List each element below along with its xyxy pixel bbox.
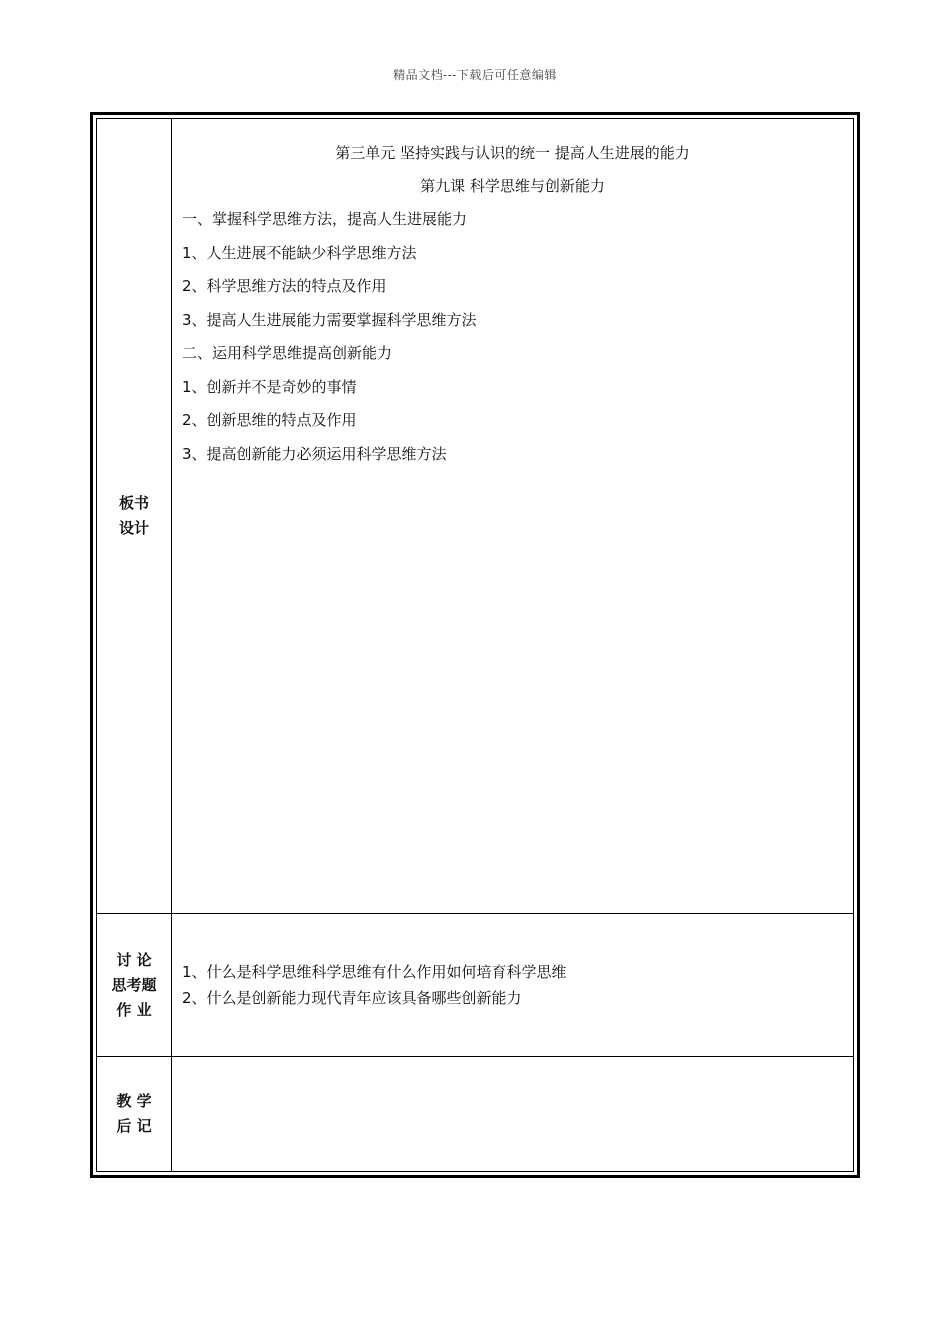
reflection-label-line-2: 后 记 [116,1117,152,1135]
unit-title: 第三单元 坚持实践与认识的统一 提高人生进展的能力 [335,144,690,162]
discussion-question: 1、什么是科学思维科学思维有什么作用如何培育科学思维 [182,963,567,981]
reflection-content [172,1057,853,1171]
page-header-watermark: 精品文档---下载后可任意编辑 [393,68,557,82]
outline-item: 二、运用科学思维提高创新能力 [182,344,393,362]
outline-item: 3、提高人生进展能力需要掌握科学思维方法 [182,310,477,329]
discussion-content [172,914,853,1057]
reflection-label-cell [97,1057,172,1171]
discussion-label [111,948,156,1023]
outline-item: 2、创新思维的特点及作用 [182,411,357,429]
reflection-label [116,1089,151,1139]
lesson-title: 第九课 科学思维与创新能力 [420,177,605,195]
discussion-label-line-2: 思考题 [111,975,157,994]
discussion-label-cell [97,914,172,1057]
discussion-label-line-3: 作 业 [116,1000,152,1019]
outline-item: 2、科学思维方法的特点及作用 [182,277,387,295]
lesson-plan-table-frame [90,112,860,1178]
discussion-question: 2、什么是创新能力现代青年应该具备哪些创新能力 [182,989,522,1007]
outline-item: 1、创新并不是奇妙的事情 [182,377,357,396]
board-design-label-cell [97,119,172,914]
outline-item: 一、掌握科学思维方法，提高人生进展能力 [182,210,468,228]
outline-item: 3、提高创新能力必须运用科学思维方法 [182,444,447,463]
board-design-content [172,119,853,914]
discussion-label-line-1: 讨 论 [116,950,152,969]
outline-item: 1、人生进展不能缺少科学思维方法 [182,243,417,262]
lesson-plan-table [96,118,854,1172]
reflection-label-line-1: 教 学 [116,1092,152,1110]
board-design-label-line-2: 设计 [118,519,149,537]
board-design-label-line-1: 板书 [118,494,149,512]
board-design-label [119,491,149,541]
